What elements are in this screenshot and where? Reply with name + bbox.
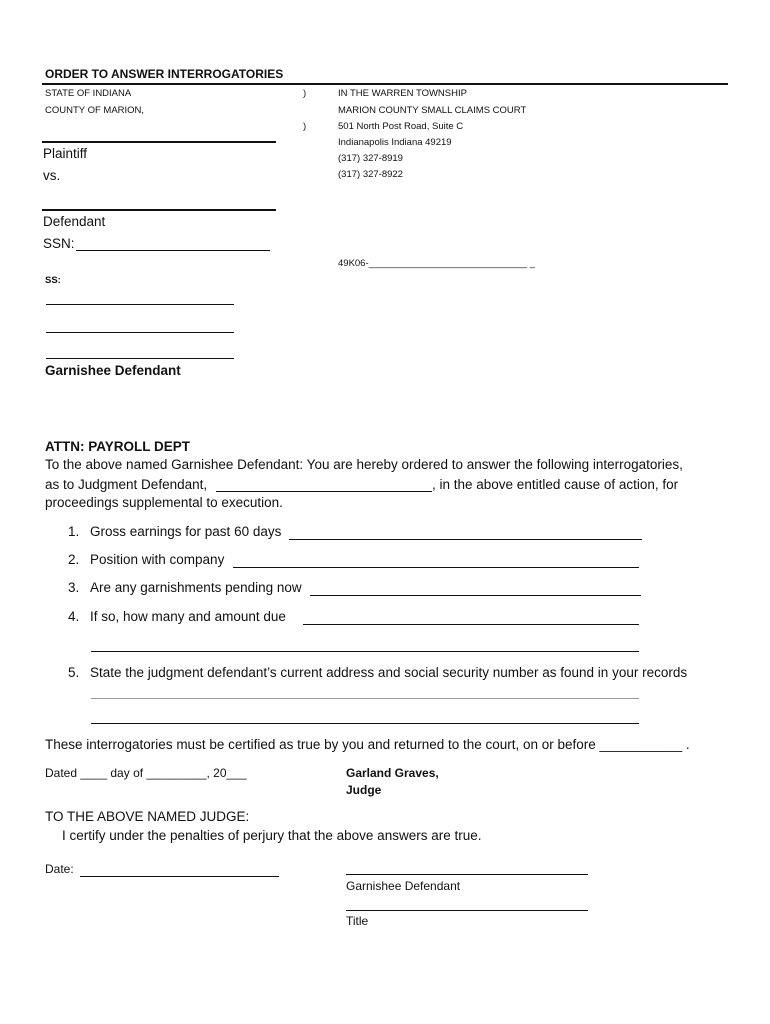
court-phone-2: (317) 327-8922 bbox=[338, 169, 403, 180]
item-1-answer[interactable] bbox=[289, 539, 642, 540]
item-3-number: 3. bbox=[68, 580, 80, 595]
judge-title: Judge bbox=[346, 783, 382, 797]
intro-line-1: To the above named Garnishee Defendant: You are hereby ordered to answer the following interrogatories, bbox=[45, 457, 683, 472]
item-2-answer[interactable] bbox=[233, 567, 639, 568]
item-4-answer[interactable] bbox=[303, 624, 639, 625]
judgment-defendant-field[interactable] bbox=[216, 491, 432, 492]
item-3-text: Are any garnishments pending now bbox=[90, 580, 302, 595]
garnishee-signature-label: Garnishee Defendant bbox=[346, 879, 461, 893]
plaintiff-label: Plaintiff bbox=[43, 146, 88, 161]
dated-line: Dated ____ day of _________, 20___ bbox=[45, 766, 247, 780]
date-field[interactable] bbox=[80, 876, 279, 877]
date-label: Date: bbox=[45, 862, 74, 876]
intro-line-2b: , in the above entitled cause of action, for bbox=[432, 477, 679, 492]
paren-1: ) bbox=[303, 88, 307, 99]
state-line: STATE OF INDIANA bbox=[45, 88, 132, 99]
ss-label: SS: bbox=[45, 275, 61, 286]
county-line: COUNTY OF MARION, bbox=[45, 105, 145, 116]
item-3-answer[interactable] bbox=[310, 595, 641, 596]
paren-2: ) bbox=[303, 121, 307, 132]
item-1-number: 1. bbox=[68, 524, 80, 539]
case-number: 49K06-______________________________ _ bbox=[338, 258, 536, 269]
garnishee-label: Garnishee Defendant bbox=[45, 363, 181, 378]
intro-line-3: proceedings supplemental to execution. bbox=[45, 495, 283, 510]
court-line-2: MARION COUNTY SMALL CLAIMS COURT bbox=[338, 105, 527, 116]
document-title: ORDER TO ANSWER INTERROGATORIES bbox=[45, 67, 284, 81]
defendant-line[interactable] bbox=[42, 209, 276, 211]
court-city: Indianapolis Indiana 49219 bbox=[338, 137, 452, 148]
item-4-text: If so, how many and amount due bbox=[90, 609, 286, 624]
certify-deadline: These interrogatories must be certified as true by you and returned to the court, on or before ___________ . bbox=[45, 737, 690, 752]
item-5 bbox=[68, 665, 687, 680]
vs-label: vs. bbox=[43, 168, 61, 183]
item-3 bbox=[68, 580, 302, 595]
garnishee-line-3[interactable] bbox=[46, 358, 234, 359]
garnishee-line-1[interactable] bbox=[46, 304, 234, 305]
item-2-text: Position with company bbox=[90, 552, 225, 567]
intro-line-2a: as to Judgment Defendant, bbox=[45, 477, 208, 492]
defendant-label: Defendant bbox=[43, 214, 106, 229]
item-4 bbox=[68, 609, 286, 624]
item-2 bbox=[68, 552, 224, 567]
court-phone-1: (317) 327-8919 bbox=[338, 153, 403, 164]
ssn-field[interactable] bbox=[76, 250, 270, 251]
to-judge-heading: TO THE ABOVE NAMED JUDGE: bbox=[45, 809, 250, 824]
garnishee-signature-line[interactable] bbox=[346, 874, 588, 875]
ssn-label: SSN: bbox=[43, 236, 75, 251]
plaintiff-line[interactable] bbox=[42, 141, 276, 143]
item-1 bbox=[68, 524, 281, 539]
item-4-answer-line-2[interactable] bbox=[91, 651, 639, 652]
title-rule bbox=[42, 83, 728, 85]
item-5-answer-line-2[interactable] bbox=[91, 723, 639, 724]
court-address: 501 North Post Road, Suite C bbox=[338, 121, 464, 132]
title-signature-label: Title bbox=[346, 914, 369, 928]
item-5-answer-line-1[interactable] bbox=[91, 698, 639, 699]
item-5-text: State the judgment defendant’s current address and social security number as found in your records bbox=[90, 665, 688, 680]
attn-label: ATTN: PAYROLL DEPT bbox=[45, 439, 191, 454]
judge-name: Garland Graves, bbox=[346, 766, 439, 780]
item-5-number: 5. bbox=[68, 665, 80, 680]
perjury-certification: I certify under the penalties of perjury that the above answers are true. bbox=[62, 828, 482, 843]
item-2-number: 2. bbox=[68, 552, 80, 567]
title-signature-line[interactable] bbox=[346, 910, 588, 911]
item-1-text: Gross earnings for past 60 days bbox=[90, 524, 282, 539]
court-line-1: IN THE WARREN TOWNSHIP bbox=[338, 88, 467, 99]
garnishee-line-2[interactable] bbox=[46, 332, 234, 333]
item-4-number: 4. bbox=[68, 609, 80, 624]
